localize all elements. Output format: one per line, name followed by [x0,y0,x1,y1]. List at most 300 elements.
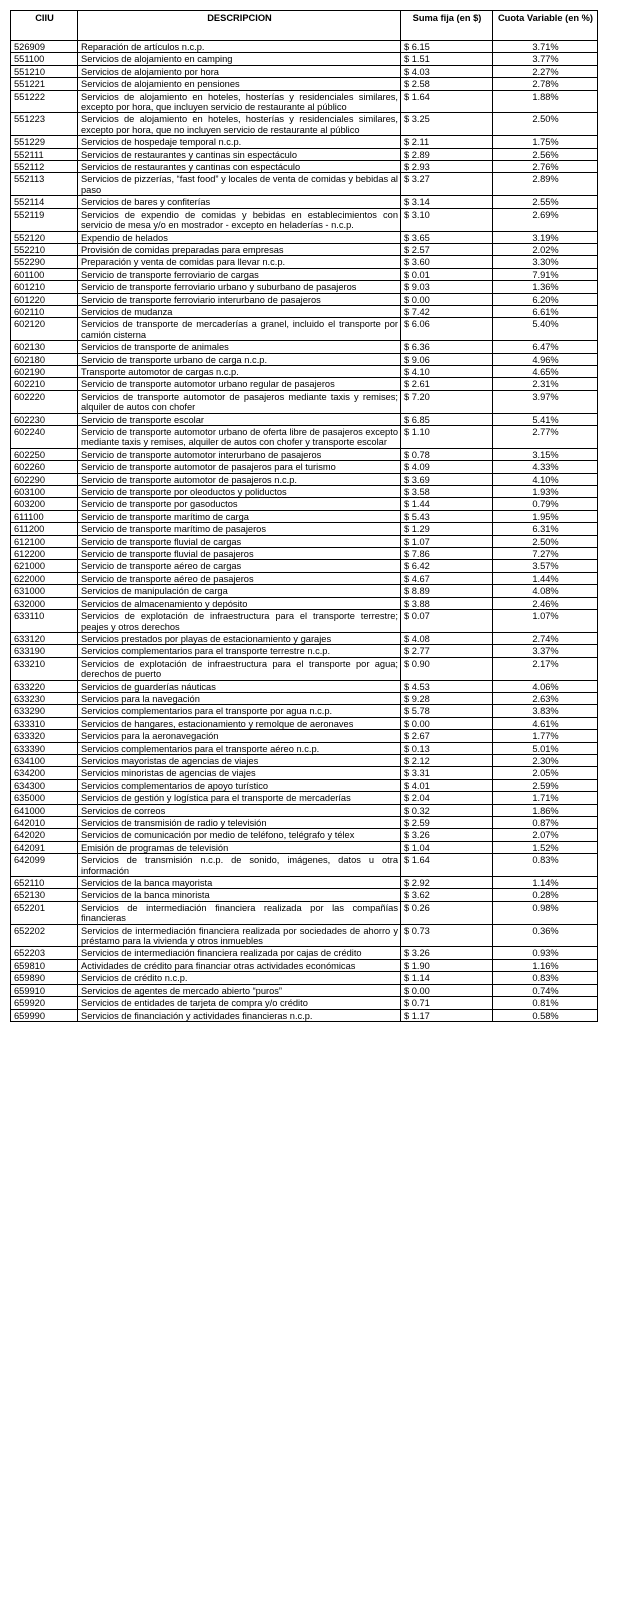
cuota-variable-cell: 3.77% [493,53,598,65]
suma-fija-cell: $ 6.06 [401,318,493,341]
table-row [11,448,598,460]
ciiu-cell: 602120 [11,318,78,341]
suma-fija-cell: $ 2.57 [401,243,493,255]
description-cell: Servicio de transporte automotor de pasajeros n.c.p. [78,473,401,485]
ciiu-cell: 659920 [11,997,78,1009]
cuota-variable-cell: 4.33% [493,461,598,473]
ciiu-cell: 601210 [11,281,78,293]
ciiu-cell: 603200 [11,498,78,510]
description-cell: Servicios de transmisión n.c.p. de sonido, imágenes, datos u otra información [78,854,401,877]
cuota-variable-cell: 1.36% [493,281,598,293]
description-cell: Servicio de transporte automotor interurbano de pasajeros [78,448,401,460]
ciiu-cell: 652202 [11,924,78,947]
table-row [11,53,598,65]
table-row [11,657,598,680]
suma-fija-cell: $ 3.27 [401,173,493,196]
suma-fija-cell: $ 4.03 [401,65,493,77]
suma-fija-cell: $ 3.69 [401,473,493,485]
suma-fija-cell: $ 2.89 [401,148,493,160]
table-row [11,256,598,268]
table-row [11,560,598,572]
ciiu-cell: 552119 [11,208,78,231]
cuota-variable-cell: 2.17% [493,657,598,680]
suma-fija-cell: $ 3.10 [401,208,493,231]
ciiu-cell: 612100 [11,535,78,547]
cuota-variable-cell: 4.65% [493,365,598,377]
table-row [11,854,598,877]
ciiu-cell: 659990 [11,1009,78,1021]
table-row [11,901,598,924]
ciiu-cell: 635000 [11,792,78,804]
cuota-variable-cell: 1.95% [493,510,598,522]
table-row [11,792,598,804]
cuota-variable-cell: 0.83% [493,972,598,984]
suma-fija-cell: $ 1.29 [401,523,493,535]
ciiu-cell: 634300 [11,779,78,791]
suma-fija-cell: $ 3.26 [401,947,493,959]
description-cell: Servicio de transporte por oleoductos y poliductos [78,486,401,498]
suma-fija-cell: $ 1.14 [401,972,493,984]
ciiu-cell: 621000 [11,560,78,572]
cuota-variable-cell: 1.14% [493,877,598,889]
description-cell: Servicio de transporte aéreo de cargas [78,560,401,572]
cuota-variable-cell: 1.16% [493,959,598,971]
description-cell: Servicios de explotación de infraestructura para el transporte por agua; derechos de puerto [78,657,401,680]
ciiu-cell: 552114 [11,196,78,208]
description-cell: Servicios de bares y confiterías [78,196,401,208]
ciiu-cell: 633210 [11,657,78,680]
ciiu-cell: 552112 [11,161,78,173]
suma-fija-cell: $ 1.44 [401,498,493,510]
cuota-variable-cell: 2.59% [493,779,598,791]
suma-fija-cell: $ 2.58 [401,78,493,90]
ciiu-cell: 602130 [11,341,78,353]
suma-fija-cell: $ 0.32 [401,804,493,816]
description-cell: Servicios para la aeronavegación [78,730,401,742]
description-cell: Actividades de crédito para financiar otras actividades económicas [78,959,401,971]
description-cell: Servicios complementarios de apoyo turístico [78,779,401,791]
ciiu-cell: 601100 [11,268,78,280]
table-row [11,804,598,816]
description-cell: Servicios complementarios para el transporte aéreo n.c.p. [78,742,401,754]
header-suma-fija: Suma fija (en $) [401,11,493,41]
table-row [11,378,598,390]
ciiu-cell: 641000 [11,804,78,816]
cuota-variable-cell: 6.31% [493,523,598,535]
suma-fija-cell: $ 2.67 [401,730,493,742]
cuota-variable-cell: 0.98% [493,901,598,924]
cuota-variable-cell: 1.86% [493,804,598,816]
ciiu-cell: 634200 [11,767,78,779]
ciiu-cell: 602230 [11,413,78,425]
table-row [11,645,598,657]
suma-fija-cell: $ 0.07 [401,610,493,633]
suma-fija-cell: $ 5.43 [401,510,493,522]
description-cell: Servicios de agentes de mercado abierto “puros” [78,984,401,996]
suma-fija-cell: $ 7.86 [401,548,493,560]
table-row [11,65,598,77]
cuota-variable-cell: 5.40% [493,318,598,341]
cuota-variable-cell: 2.46% [493,597,598,609]
description-cell: Servicios mayoristas de agencias de viajes [78,754,401,766]
ciiu-cell: 552113 [11,173,78,196]
ciiu-cell: 652130 [11,889,78,901]
cuota-variable-cell: 2.05% [493,767,598,779]
description-cell: Servicio de transporte por gasoductos [78,498,401,510]
table-row [11,148,598,160]
description-cell: Expendio de helados [78,231,401,243]
cuota-variable-cell: 2.07% [493,829,598,841]
suma-fija-cell: $ 8.89 [401,585,493,597]
suma-fija-cell: $ 9.03 [401,281,493,293]
ciiu-cell: 642010 [11,817,78,829]
ciiu-cell: 602180 [11,353,78,365]
table-row [11,959,598,971]
cuota-variable-cell: 4.06% [493,680,598,692]
cuota-variable-cell: 3.97% [493,390,598,413]
ciiu-cell: 611100 [11,510,78,522]
ciiu-cell: 634100 [11,754,78,766]
table-row [11,889,598,901]
ciiu-cell: 633220 [11,680,78,692]
cuota-variable-cell: 2.50% [493,535,598,547]
table-row [11,305,598,317]
cuota-variable-cell: 2.27% [493,65,598,77]
suma-fija-cell: $ 4.09 [401,461,493,473]
suma-fija-cell: $ 3.62 [401,889,493,901]
cuota-variable-cell: 1.88% [493,90,598,113]
cuota-variable-cell: 1.52% [493,841,598,853]
table-row [11,924,598,947]
table-row [11,161,598,173]
table-row [11,498,598,510]
table-row [11,730,598,742]
suma-fija-cell: $ 9.28 [401,692,493,704]
ciiu-cell: 551223 [11,113,78,136]
ciiu-cell: 642091 [11,841,78,853]
suma-fija-cell: $ 4.10 [401,365,493,377]
cuota-variable-cell: 0.81% [493,997,598,1009]
table-row [11,585,598,597]
table-row [11,113,598,136]
description-cell: Servicio de transporte ferroviario de cargas [78,268,401,280]
table-row [11,243,598,255]
table-row [11,318,598,341]
description-cell: Servicio de transporte automotor urbano de oferta libre de pasajeros excepto mediante taxis y remises, alquiler de autos con chofer y transporte escolar [78,426,401,449]
suma-fija-cell: $ 2.93 [401,161,493,173]
description-cell: Servicios de pizzerías, “fast food” y locales de venta de comidas y bebidas al paso [78,173,401,196]
ciiu-cell: 659910 [11,984,78,996]
suma-fija-cell: $ 4.67 [401,572,493,584]
table-row [11,353,598,365]
suma-fija-cell: $ 3.58 [401,486,493,498]
description-cell: Servicios de almacenamiento y depósito [78,597,401,609]
ciiu-cell: 632000 [11,597,78,609]
ciiu-cell: 633190 [11,645,78,657]
description-cell: Servicios de alojamiento en pensiones [78,78,401,90]
cuota-variable-cell: 3.83% [493,705,598,717]
ciiu-cell: 652110 [11,877,78,889]
ciiu-cell: 612200 [11,548,78,560]
description-cell: Servicios de restaurantes y cantinas sin espectáculo [78,148,401,160]
ciiu-cell: 633310 [11,717,78,729]
table-row [11,692,598,704]
description-cell: Servicios de intermediación financiera realizada por las compañías financieras [78,901,401,924]
description-cell: Emisión de programas de televisión [78,841,401,853]
cuota-variable-cell: 3.15% [493,448,598,460]
suma-fija-cell: $ 1.64 [401,90,493,113]
suma-fija-cell: $ 2.61 [401,378,493,390]
cuota-variable-cell: 2.89% [493,173,598,196]
description-cell: Servicio de transporte ferroviario urbano y suburbano de pasajeros [78,281,401,293]
description-cell: Servicio de transporte marítimo de carga [78,510,401,522]
table-row [11,523,598,535]
suma-fija-cell: $ 1.07 [401,535,493,547]
ciiu-cell: 633390 [11,742,78,754]
table-row [11,293,598,305]
table-row [11,365,598,377]
table-row [11,632,598,644]
ciiu-cell: 611200 [11,523,78,535]
table-row [11,829,598,841]
cuota-variable-cell: 6.61% [493,305,598,317]
cuota-variable-cell: 0.36% [493,924,598,947]
suma-fija-cell: $ 2.12 [401,754,493,766]
cuota-variable-cell: 6.20% [493,293,598,305]
description-cell: Servicios para la navegación [78,692,401,704]
table-row [11,610,598,633]
cuota-variable-cell: 7.91% [493,268,598,280]
table-row [11,742,598,754]
cuota-variable-cell: 3.57% [493,560,598,572]
table-row [11,390,598,413]
cuota-variable-cell: 4.10% [493,473,598,485]
table-row [11,817,598,829]
description-cell: Transporte automotor de cargas n.c.p. [78,365,401,377]
suma-fija-cell: $ 0.71 [401,997,493,1009]
description-cell: Servicios de restaurantes y cantinas con espectáculo [78,161,401,173]
table-header [11,11,598,41]
cuota-variable-cell: 1.93% [493,486,598,498]
cuota-variable-cell: 2.63% [493,692,598,704]
suma-fija-cell: $ 0.13 [401,742,493,754]
suma-fija-cell: $ 4.08 [401,632,493,644]
ciiu-cell: 552120 [11,231,78,243]
suma-fija-cell: $ 7.42 [401,305,493,317]
description-cell: Servicio de transporte aéreo de pasajeros [78,572,401,584]
description-cell: Servicios de alojamiento en camping [78,53,401,65]
suma-fija-cell: $ 3.88 [401,597,493,609]
table-row [11,984,598,996]
description-cell: Servicios de comunicación por medio de teléfono, telégrafo y télex [78,829,401,841]
description-cell: Servicios de manipulación de carga [78,585,401,597]
description-cell: Servicios de transporte de animales [78,341,401,353]
cuota-variable-cell: 3.30% [493,256,598,268]
table-row [11,196,598,208]
cuota-variable-cell: 0.74% [493,984,598,996]
description-cell: Servicios de financiación y actividades financieras n.c.p. [78,1009,401,1021]
table-row [11,717,598,729]
cuota-variable-cell: 2.77% [493,426,598,449]
description-cell: Provisión de comidas preparadas para empresas [78,243,401,255]
ciiu-cell: 633120 [11,632,78,644]
description-cell: Servicio de transporte urbano de carga n.c.p. [78,353,401,365]
cuota-variable-cell: 0.28% [493,889,598,901]
cuota-variable-cell: 0.87% [493,817,598,829]
table-row [11,413,598,425]
cuota-variable-cell: 2.30% [493,754,598,766]
table-row [11,779,598,791]
description-cell: Servicios minoristas de agencias de viajes [78,767,401,779]
ciiu-cell: 633320 [11,730,78,742]
table-row [11,572,598,584]
suma-fija-cell: $ 9.06 [401,353,493,365]
cuota-variable-cell: 1.71% [493,792,598,804]
cuota-variable-cell: 4.61% [493,717,598,729]
ciiu-cell: 602260 [11,461,78,473]
ciiu-rates-table [10,10,598,1022]
description-cell: Servicios de la banca mayorista [78,877,401,889]
description-cell: Preparación y venta de comidas para llevar n.c.p. [78,256,401,268]
cuota-variable-cell: 2.31% [493,378,598,390]
suma-fija-cell: $ 2.92 [401,877,493,889]
table-row [11,947,598,959]
table-row [11,997,598,1009]
cuota-variable-cell: 5.01% [493,742,598,754]
table-row [11,754,598,766]
suma-fija-cell: $ 2.11 [401,136,493,148]
suma-fija-cell: $ 4.01 [401,779,493,791]
cuota-variable-cell: 2.02% [493,243,598,255]
table-row [11,877,598,889]
suma-fija-cell: $ 1.17 [401,1009,493,1021]
description-cell: Servicios de crédito n.c.p. [78,972,401,984]
description-cell: Reparación de artículos n.c.p. [78,41,401,53]
table-row [11,473,598,485]
cuota-variable-cell: 1.44% [493,572,598,584]
table-body [11,41,598,1022]
table-row [11,136,598,148]
ciiu-cell: 633110 [11,610,78,633]
cuota-variable-cell: 0.93% [493,947,598,959]
header-cuota-variable: Cuota Variable (en %) [493,11,598,41]
table-row [11,548,598,560]
table-row [11,597,598,609]
ciiu-cell: 631000 [11,585,78,597]
suma-fija-cell: $ 1.10 [401,426,493,449]
ciiu-cell: 552290 [11,256,78,268]
description-cell: Servicios de intermediación financiera realizada por sociedades de ahorro y préstamo para la vivienda y otros inmuebles [78,924,401,947]
description-cell: Servicios prestados por playas de estacionamiento y garajes [78,632,401,644]
cuota-variable-cell: 4.08% [493,585,598,597]
cuota-variable-cell: 3.71% [493,41,598,53]
header-row [11,11,598,41]
description-cell: Servicio de transporte marítimo de pasajeros [78,523,401,535]
description-cell: Servicios de guarderías náuticas [78,680,401,692]
ciiu-cell: 551210 [11,65,78,77]
table-row [11,510,598,522]
description-cell: Servicios complementarios para el transporte terrestre n.c.p. [78,645,401,657]
suma-fija-cell: $ 3.26 [401,829,493,841]
ciiu-cell: 602190 [11,365,78,377]
cuota-variable-cell: 2.50% [493,113,598,136]
ciiu-cell: 551100 [11,53,78,65]
cuota-variable-cell: 1.75% [493,136,598,148]
table-row [11,173,598,196]
ciiu-cell: 551222 [11,90,78,113]
description-cell: Servicios de expendio de comidas y bebidas en establecimientos con servicio de mesa y/o en mostrador - excepto en heladerías - n.c.p. [78,208,401,231]
cuota-variable-cell: 4.96% [493,353,598,365]
ciiu-cell: 603100 [11,486,78,498]
cuota-variable-cell: 7.27% [493,548,598,560]
table-row [11,268,598,280]
suma-fija-cell: $ 6.85 [401,413,493,425]
table-row [11,705,598,717]
cuota-variable-cell: 3.37% [493,645,598,657]
suma-fija-cell: $ 2.77 [401,645,493,657]
table-row [11,208,598,231]
table-row [11,78,598,90]
ciiu-cell: 659890 [11,972,78,984]
description-cell: Servicios complementarios para el transporte por agua n.c.p. [78,705,401,717]
description-cell: Servicios de mudanza [78,305,401,317]
cuota-variable-cell: 1.07% [493,610,598,633]
cuota-variable-cell: 2.55% [493,196,598,208]
suma-fija-cell: $ 1.64 [401,854,493,877]
ciiu-cell: 551229 [11,136,78,148]
suma-fija-cell: $ 0.73 [401,924,493,947]
suma-fija-cell: $ 2.04 [401,792,493,804]
table-row [11,680,598,692]
suma-fija-cell: $ 1.04 [401,841,493,853]
cuota-variable-cell: 1.77% [493,730,598,742]
suma-fija-cell: $ 3.65 [401,231,493,243]
ciiu-cell: 602210 [11,378,78,390]
ciiu-cell: 552210 [11,243,78,255]
suma-fija-cell: $ 0.26 [401,901,493,924]
suma-fija-cell: $ 3.14 [401,196,493,208]
suma-fija-cell: $ 3.25 [401,113,493,136]
suma-fija-cell: $ 0.01 [401,268,493,280]
table-row [11,461,598,473]
suma-fija-cell: $ 6.15 [401,41,493,53]
cuota-variable-cell: 0.83% [493,854,598,877]
description-cell: Servicios de gestión y logística para el transporte de mercaderías [78,792,401,804]
suma-fija-cell: $ 0.00 [401,717,493,729]
description-cell: Servicio de transporte fluvial de pasajeros [78,548,401,560]
description-cell: Servicios de la banca minorista [78,889,401,901]
suma-fija-cell: $ 0.00 [401,293,493,305]
description-cell: Servicio de transporte fluvial de cargas [78,535,401,547]
table-row [11,486,598,498]
description-cell: Servicios de intermediación financiera realizada por cajas de crédito [78,947,401,959]
cuota-variable-cell: 2.69% [493,208,598,231]
suma-fija-cell: $ 3.60 [401,256,493,268]
description-cell: Servicio de transporte automotor urbano regular de pasajeros [78,378,401,390]
description-cell: Servicios de transporte de mercaderías a granel, incluido el transporte por camión cisterna [78,318,401,341]
ciiu-cell: 552111 [11,148,78,160]
ciiu-cell: 642020 [11,829,78,841]
header-descripcion: DESCRIPCION [78,11,401,41]
ciiu-cell: 602110 [11,305,78,317]
ciiu-cell: 622000 [11,572,78,584]
ciiu-cell: 526909 [11,41,78,53]
description-cell: Servicios de alojamiento en hoteles, hosterías y residenciales similares, excepto por hora, que incluyen servicio de restaurante al público [78,90,401,113]
suma-fija-cell: $ 7.20 [401,390,493,413]
cuota-variable-cell: 0.79% [493,498,598,510]
table-row [11,535,598,547]
table-row [11,41,598,53]
